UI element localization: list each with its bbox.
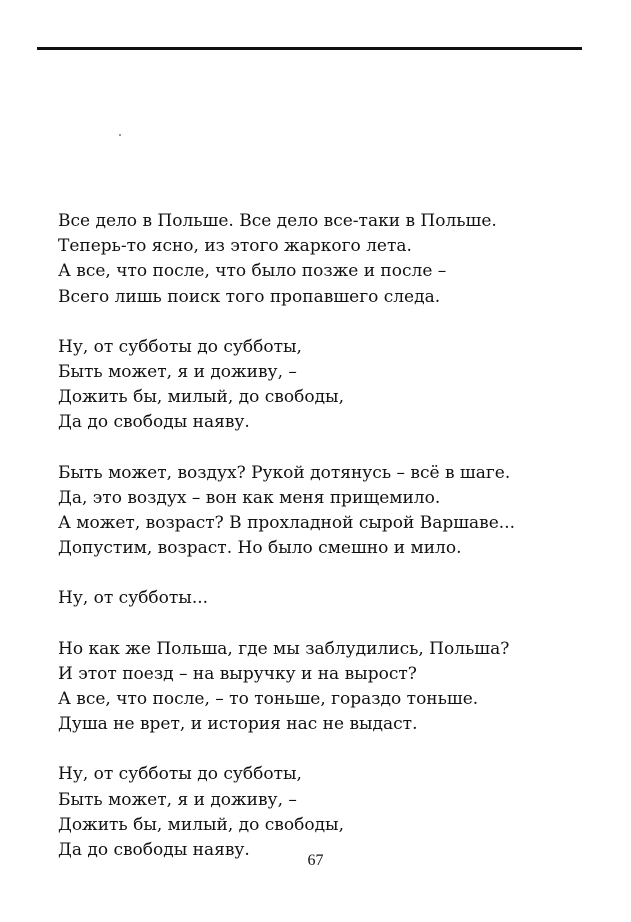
stanza-5 (58, 637, 598, 738)
poem-line: Но как же Польша, где мы заблудились, Польша? (58, 638, 510, 659)
poem-line: Дожить бы, милый, до свободы, (58, 814, 344, 835)
poem-line: Быть может, воздух? Рукой дотянусь – всё в шаге. (58, 462, 511, 483)
stanza-6-refrain (58, 762, 598, 863)
poem-body (58, 209, 598, 888)
poem-line: Теперь-то ясно, из этого жаркого лета. (58, 236, 412, 257)
stanza-3 (58, 461, 598, 562)
stanza-2-refrain (58, 335, 598, 436)
header-rule (37, 47, 582, 50)
poem-line: А все, что после, – то тоньше, гораздо тоньше. (58, 689, 479, 710)
poem-line: Да до свободы наяву. (58, 412, 250, 433)
print-speck (119, 134, 121, 136)
poem-line: Быть может, я и доживу, – (58, 789, 297, 810)
poem-line: Всего лишь поиск того пропавшего следа. (58, 286, 441, 307)
poem-line: Быть может, я и доживу, – (58, 362, 297, 383)
poem-line: А все, что после, что было позже и после – (58, 261, 447, 282)
poem-line: А может, возраст? В прохладной сырой Варшаве... (58, 513, 516, 534)
stanza-1 (58, 209, 598, 310)
poem-line: Да, это воздух – вон как меня прищемило. (58, 487, 441, 508)
poem-line: Допустим, возраст. Но было смешно и мило. (58, 538, 462, 559)
poem-line: Дожить бы, милый, до свободы, (58, 387, 344, 408)
poem-line: Да до свободы наяву. (58, 840, 250, 861)
poem-line: Ну, от субботы до субботы, (58, 764, 302, 785)
poem-line: И этот поезд – на выручку и на вырост? (58, 663, 417, 684)
poem-line: Ну, от субботы... (58, 588, 209, 609)
poem-line: Все дело в Польше. Все дело все-таки в Польше. (58, 211, 497, 231)
page-number: 67 (307, 852, 324, 869)
poem-line: Душа не врет, и история нас не выдаст. (58, 714, 418, 735)
stanza-4-short-refrain (58, 586, 598, 611)
poem-line: Ну, от субботы до субботы, (58, 336, 302, 357)
